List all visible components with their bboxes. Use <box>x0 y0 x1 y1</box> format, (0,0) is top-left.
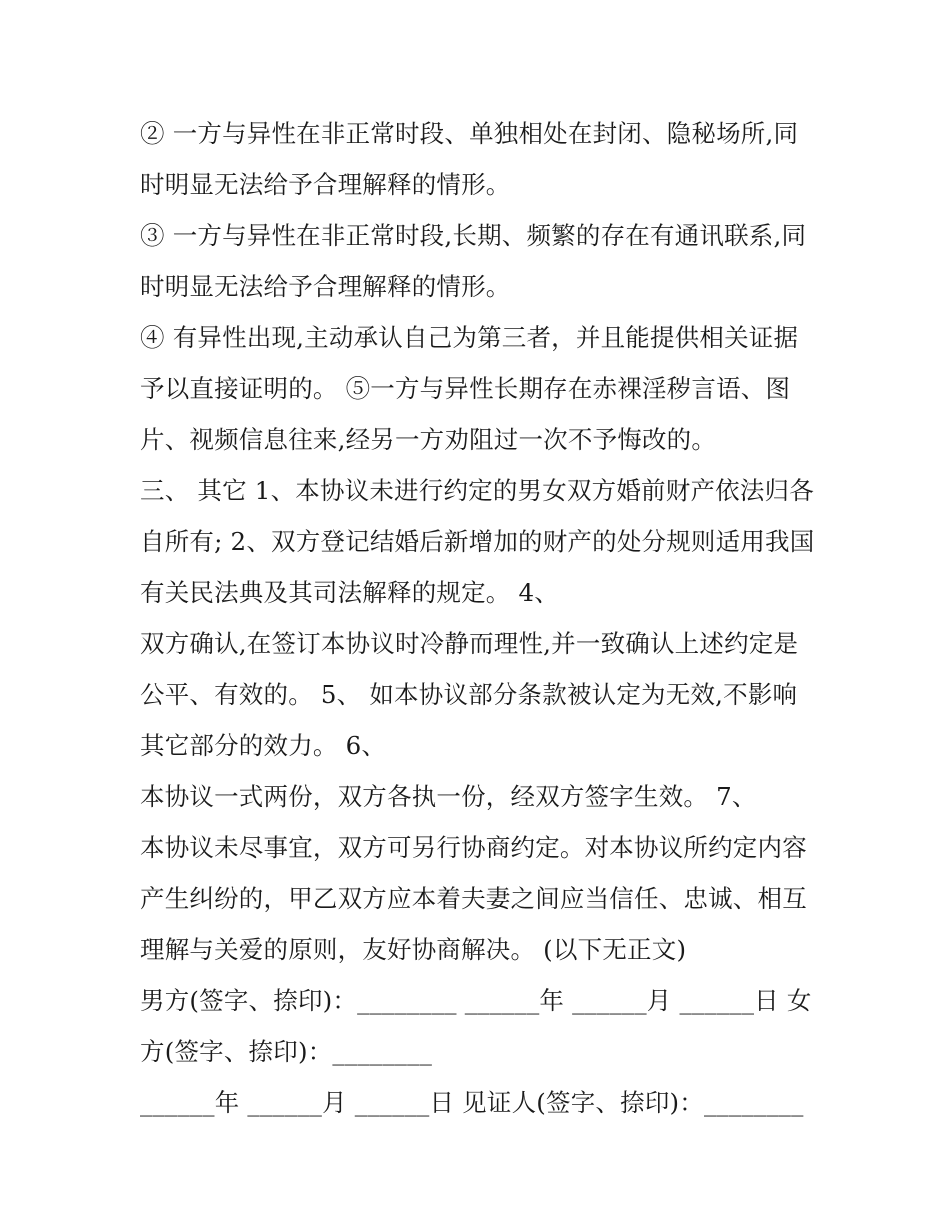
text-line: 本协议未尽事宜，双方可另行协商约定。对本协议所约定内容 <box>140 833 807 862</box>
signature-line-witness: ______年 ______月 ______日 见证人(签字、捺印)：________ <box>140 1088 804 1117</box>
text-line: 理解与关爱的原则，友好协商解决。 (以下无正文) <box>140 935 687 964</box>
text-line: ③ 一方与异性在非正常时段,长期、频繁的存在有通讯联系,同 <box>140 221 807 250</box>
text-line: 时明显无法给予合理解释的情形。 <box>140 170 511 199</box>
signature-line-male: 男方(签字、捺印)：________ ______年 ______月 ______日 女 <box>140 986 812 1015</box>
text-line: 其它部分的效力。 6、 <box>140 731 387 760</box>
text-line: 片、视频信息往来,经另一方劝阻过一次不予悔改的。 <box>140 425 717 454</box>
text-line: 公平、有效的。 5、 如本协议部分条款被认定为无效,不影响 <box>140 680 798 709</box>
text-line: 有关民法典及其司法解释的规定。 4、 <box>140 578 559 607</box>
text-line: 产生纠纷的，甲乙双方应本着夫妻之间应当信任、忠诚、相互 <box>140 884 807 913</box>
signature-line-female: 方(签字、捺印)：________ <box>140 1037 433 1066</box>
text-line: 本协议一式两份，双方各执一份，经双方签字生效。 7、 <box>140 782 757 811</box>
text-line: 三、 其它 1、本协议未进行约定的男女双方婚前财产依法归各 <box>140 476 814 505</box>
text-line: 双方确认,在签订本协议时冷静而理性,并一致确认上述约定是 <box>140 629 799 658</box>
text-line: 时明显无法给予合理解释的情形。 <box>140 272 511 301</box>
text-line: ② 一方与异性在非正常时段、单独相处在封闭、隐秘场所,同 <box>140 119 799 148</box>
text-line: 予以直接证明的。 ⑤一方与异性长期存在赤裸淫秽言语、图 <box>140 374 791 403</box>
document-body <box>140 108 820 1128</box>
text-line: ④ 有异性出现,主动承认自己为第三者，并且能提供相关证据 <box>140 323 799 352</box>
text-line: 自所有; 2、双方登记结婚后新增加的财产的处分规则适用我国 <box>140 527 815 556</box>
